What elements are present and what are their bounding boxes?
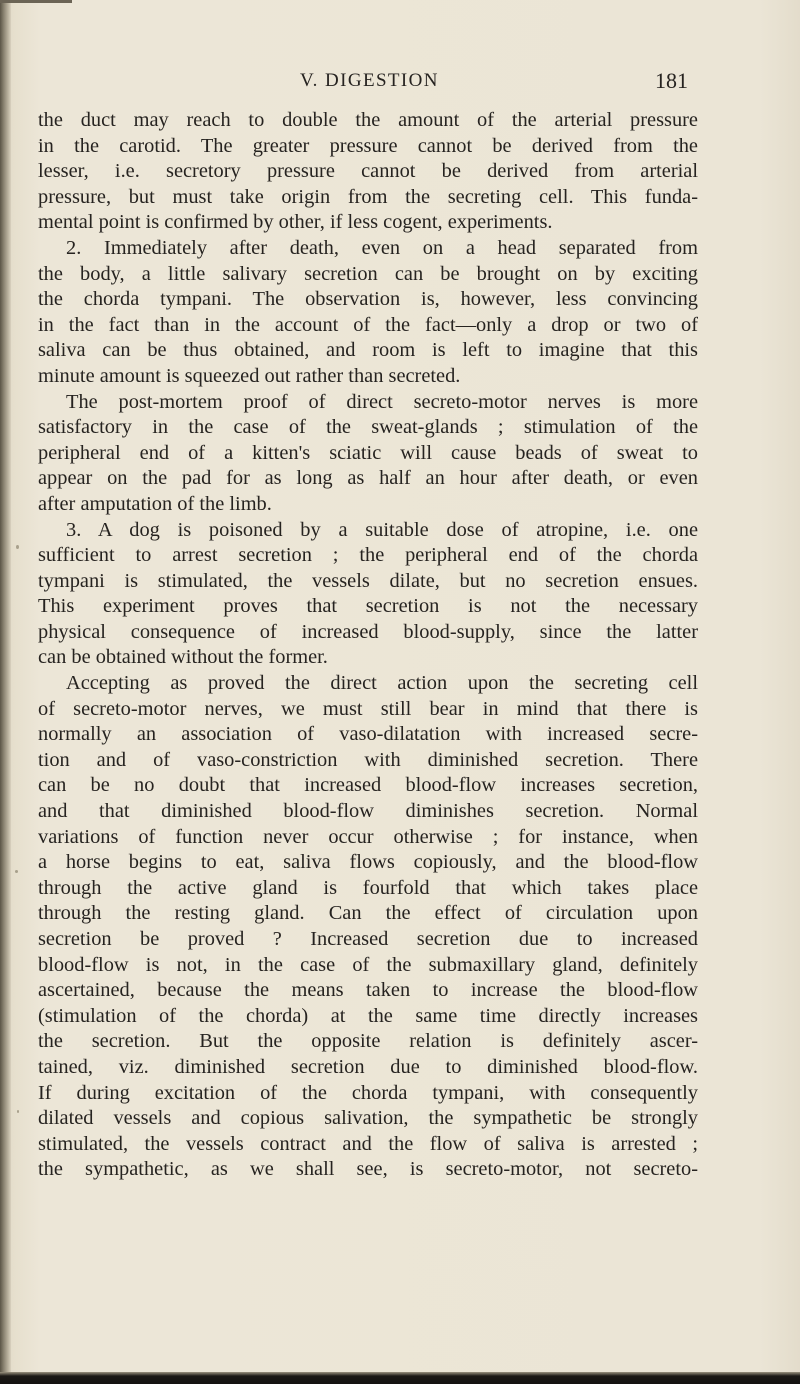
text-line: variations of function never occur otherwise ; for instance, when [38,825,698,848]
page-number: 181 [655,68,688,93]
text-line: appear on the pad for as long as half an hour after death, or even [38,467,698,490]
page-spine-edge [0,0,11,1384]
text-line: through the resting gland. Can the effect of circulation upon [38,902,698,925]
text-line: the chorda tympani. The observation is, however, less convincing [38,288,698,311]
text-line: lesser, i.e. secretory pressure cannot be derived from arterial [38,160,698,183]
text-line: normally an association of vaso-dilatation with increased secre- [38,723,698,746]
text-line: blood-flow is not, in the case of the submaxillary gland, definitely [38,953,698,976]
text-line: tympani is stimulated, the vessels dilate, but no secretion ensues. [38,569,698,592]
text-line: stimulated, the vessels contract and the flow of saliva is arrested ; [38,1132,698,1155]
text-line: saliva can be thus obtained, and room is left to imagine that this [38,339,698,362]
text-line: secretion be proved ? Increased secretion due to increased [38,928,698,950]
text-line: dilated vessels and copious salivation, the sympathetic be strongly [38,1107,698,1130]
text-line: mental point is confirmed by other, if less cogent, experiments. [38,211,553,234]
text-line: 3. A dog is poisoned by a suitable dose of atropine, i.e. one [66,518,698,541]
text-line: a horse begins to eat, saliva flows copiously, and the blood-flow [38,851,698,874]
text-line: and that diminished blood-flow diminishes secretion. Normal [38,800,698,823]
text-line: through the active gland is fourfold that which takes place [38,876,698,899]
text-line: This experiment proves that secretion is not the necessary [38,595,698,618]
text-line: ascertained, because the means taken to increase the blood-flow [38,979,698,1002]
paper-speck [15,870,18,873]
text-line: the secretion. But the opposite relation is definitely ascer- [38,1030,698,1053]
body-text [38,108,698,1183]
text-line: can be obtained without the former. [38,646,328,669]
text-line: If during excitation of the chorda tympani, with consequently [38,1081,698,1104]
paper-speck [17,1110,19,1113]
text-line: the body, a little salivary secretion can be brought on by exciting [38,262,698,285]
paper-speck [16,545,19,549]
text-line: peripheral end of a kitten's sciatic will cause beads of sweat to [38,441,698,464]
text-line: minute amount is squeezed out rather than secreted. [38,364,461,387]
top-edge-mark [0,0,72,3]
text-line: in the carotid. The greater pressure cannot be derived from the [38,134,698,157]
text-line: physical consequence of increased blood-supply, since the latter [38,620,698,643]
text-line: satisfactory in the case of the sweat-glands ; stimulation of the [38,416,698,439]
text-line: the duct may reach to double the amount of the arterial pressure [38,109,698,131]
text-line: sufficient to arrest secretion ; the peripheral end of the chorda [38,544,698,567]
page-header [38,70,688,96]
text-line: tion and of vaso-constriction with diminished secretion. There [38,748,698,771]
text-line: the sympathetic, as we shall see, is secreto-motor, not secreto- [38,1158,698,1181]
text-line: (stimulation of the chorda) at the same time directly increases [38,1004,698,1027]
text-line: of secreto-motor nerves, we must still bear in mind that there is [38,697,698,720]
text-line: after amputation of the limb. [38,492,272,515]
text-line: pressure, but must take origin from the secreting cell. This funda- [38,185,698,208]
text-line: Accepting as proved the direct action upon the secreting cell [66,672,698,695]
text-line: in the fact than in the account of the fact—only a drop or two of [38,313,698,336]
text-line: tained, viz. diminished secretion due to diminished blood-flow. [38,1055,698,1078]
running-head: V. DIGESTION [300,70,439,91]
bottom-edge-shadow [0,1372,800,1384]
text-line: 2. Immediately after death, even on a head separated from [66,236,698,259]
text-line: can be no doubt that increased blood-flow increases secretion, [38,774,698,797]
text-line: The post-mortem proof of direct secreto-motor nerves is more [66,390,698,413]
